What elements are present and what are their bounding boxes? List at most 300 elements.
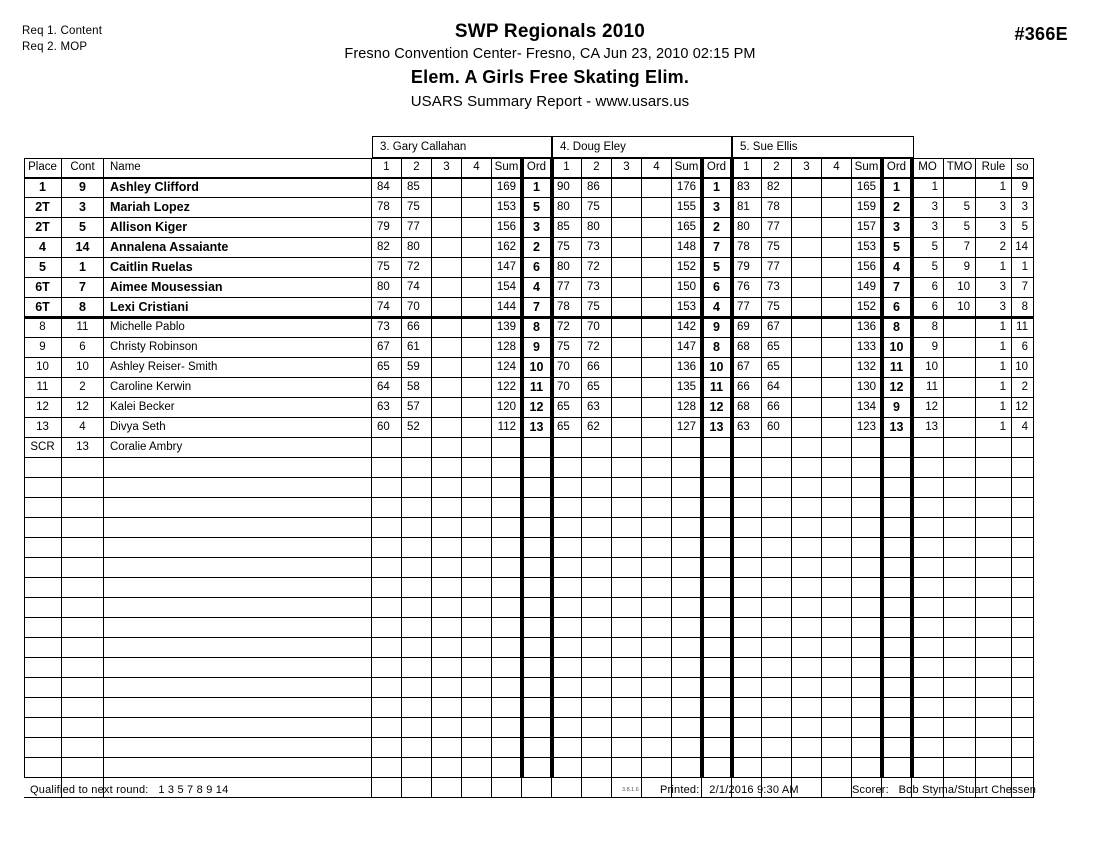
cell-mo: 12	[912, 398, 944, 418]
cell-rule: 1	[976, 338, 1012, 358]
cell-judge5-mark2: 82	[762, 178, 792, 198]
cell-judge5-mark2: 65	[762, 338, 792, 358]
empty-cell-judge5-ord	[882, 498, 912, 518]
cell-judge4-mark1: 65	[552, 398, 582, 418]
empty-cell-judge4-ord	[702, 638, 732, 658]
cell-tmo	[944, 398, 976, 418]
empty-cell-judge4-mark	[642, 538, 672, 558]
cell-judge5-sum	[852, 438, 882, 458]
cell-judge4-mark4	[642, 178, 672, 198]
empty-cell-rule	[976, 578, 1012, 598]
cell-rule: 3	[976, 298, 1012, 318]
cell-tmo: 5	[944, 218, 976, 238]
empty-cell-judge5-mark	[792, 518, 822, 538]
empty-cell-mo	[912, 638, 944, 658]
cell-judge3-mark2: 74	[402, 278, 432, 298]
column-header-judge3-mark1: 1	[372, 158, 402, 178]
empty-cell-judge3-mark	[432, 598, 462, 618]
empty-cell-judge3-mark	[402, 458, 432, 478]
cell-judge4-mark2	[582, 438, 612, 458]
empty-cell-judge3-mark	[402, 558, 432, 578]
cell-cont: 10	[62, 358, 104, 378]
column-header-judge3-mark4: 4	[462, 158, 492, 178]
empty-cell-judge4-mark	[582, 758, 612, 778]
empty-cell-judge3-mark	[372, 558, 402, 578]
cell-judge3-mark4	[462, 438, 492, 458]
empty-cell-judge4-mark	[582, 718, 612, 738]
cell-place: 2T	[24, 198, 62, 218]
printed-value: 2/1/2016 9:30 AM	[709, 784, 799, 796]
empty-cell-name	[104, 538, 372, 558]
empty-cell-judge3-ord	[522, 658, 552, 678]
empty-cell-judge5-ord	[882, 678, 912, 698]
empty-cell-judge3-mark	[462, 478, 492, 498]
cell-judge5-ord: 7	[882, 278, 912, 298]
empty-cell-judge4-sum	[672, 578, 702, 598]
cell-judge3-mark2: 58	[402, 378, 432, 398]
empty-cell-judge4-mark	[642, 738, 672, 758]
cell-judge3-ord	[522, 438, 552, 458]
empty-cell-judge5-ord	[882, 598, 912, 618]
empty-cell-judge5-mark	[762, 758, 792, 778]
cell-judge5-ord: 6	[882, 298, 912, 318]
cell-judge3-mark2: 70	[402, 298, 432, 318]
cell-judge4-sum: 176	[672, 178, 702, 198]
empty-cell-judge3-mark	[432, 498, 462, 518]
column-header-judge4-ord: Ord	[702, 158, 732, 178]
empty-cell-judge5-mark	[822, 658, 852, 678]
cell-judge4-mark1: 90	[552, 178, 582, 198]
empty-cell-judge3-sum	[492, 558, 522, 578]
empty-cell-so	[1012, 718, 1034, 738]
cell-judge3-ord: 1	[522, 178, 552, 198]
empty-cell-so	[1012, 518, 1034, 538]
cell-judge3-mark1: 63	[372, 398, 402, 418]
cell-judge3-mark2: 59	[402, 358, 432, 378]
cell-rule: 1	[976, 258, 1012, 278]
cell-judge4-sum: 165	[672, 218, 702, 238]
cell-judge3-mark1	[372, 438, 402, 458]
cell-mo: 3	[912, 218, 944, 238]
empty-cell-judge5-mark	[762, 458, 792, 478]
cell-judge4-mark1: 65	[552, 418, 582, 438]
empty-cell-judge4-ord	[702, 558, 732, 578]
cell-judge5-ord: 8	[882, 318, 912, 338]
empty-cell-place	[24, 498, 62, 518]
cell-judge3-mark2: 80	[402, 238, 432, 258]
cell-judge3-mark3	[432, 278, 462, 298]
empty-cell-judge4-mark	[552, 498, 582, 518]
empty-cell-place	[24, 598, 62, 618]
cell-judge5-mark1: 76	[732, 278, 762, 298]
cell-judge4-mark4	[642, 218, 672, 238]
empty-cell-judge3-mark	[432, 618, 462, 638]
cell-judge4-ord: 3	[702, 198, 732, 218]
cell-judge5-sum: 130	[852, 378, 882, 398]
cell-rule: 1	[976, 398, 1012, 418]
empty-cell-judge5-sum	[852, 658, 882, 678]
column-header-rule: Rule	[976, 158, 1012, 178]
empty-cell-judge3-mark	[462, 738, 492, 758]
empty-cell-judge3-mark	[402, 638, 432, 658]
empty-cell-judge3-sum	[492, 618, 522, 638]
cell-tmo: 10	[944, 278, 976, 298]
cell-judge5-mark2: 64	[762, 378, 792, 398]
empty-cell-judge4-sum	[672, 538, 702, 558]
empty-cell-tmo	[944, 478, 976, 498]
empty-cell-judge3-mark	[372, 738, 402, 758]
judge-panel-header-2: 4. Doug Eley	[552, 136, 732, 158]
empty-cell-so	[1012, 618, 1034, 638]
cell-judge3-ord: 2	[522, 238, 552, 258]
empty-cell-judge3-mark	[402, 658, 432, 678]
cell-judge5-mark4	[822, 318, 852, 338]
empty-cell-so	[1012, 598, 1034, 618]
cell-judge3-mark1: 67	[372, 338, 402, 358]
empty-cell-name	[104, 638, 372, 658]
cell-judge5-mark3	[792, 438, 822, 458]
empty-cell-mo	[912, 678, 944, 698]
cell-judge5-mark4	[822, 198, 852, 218]
empty-cell-judge4-ord	[702, 598, 732, 618]
empty-cell-judge3-mark	[402, 698, 432, 718]
empty-cell-judge5-mark	[822, 518, 852, 538]
empty-cell-mo	[912, 498, 944, 518]
cell-so	[1012, 438, 1034, 458]
empty-cell-judge4-mark	[642, 558, 672, 578]
cell-judge4-mark3	[612, 298, 642, 318]
cell-judge5-mark2: 73	[762, 278, 792, 298]
empty-cell-judge5-mark	[762, 578, 792, 598]
empty-cell-judge5-mark	[732, 678, 762, 698]
empty-cell-judge4-ord	[702, 738, 732, 758]
page-title: SWP Regionals 2010	[454, 21, 646, 42]
cell-tmo	[944, 378, 976, 398]
empty-cell-judge5-sum	[852, 758, 882, 778]
empty-cell-judge4-ord	[702, 498, 732, 518]
cell-judge3-ord: 13	[522, 418, 552, 438]
empty-cell-judge4-sum	[672, 758, 702, 778]
cell-judge5-mark3	[792, 258, 822, 278]
empty-cell-judge4-mark	[582, 598, 612, 618]
qualified-values: 1 3 5 7 8 9 14	[158, 784, 229, 796]
cell-judge5-ord: 9	[882, 398, 912, 418]
cell-judge3-ord: 3	[522, 218, 552, 238]
cell-judge5-ord: 4	[882, 258, 912, 278]
empty-cell-judge4-mark	[612, 598, 642, 618]
empty-cell-mo	[912, 458, 944, 478]
empty-cell-so	[1012, 498, 1034, 518]
version-tag: 3.8.1.6	[622, 787, 639, 793]
empty-cell-tmo	[944, 638, 976, 658]
cell-judge4-ord: 2	[702, 218, 732, 238]
empty-cell-judge5-sum	[852, 498, 882, 518]
column-header-cont: Cont	[62, 158, 104, 178]
cell-judge4-mark4	[642, 278, 672, 298]
empty-cell-rule	[976, 738, 1012, 758]
empty-cell-judge3-ord	[522, 538, 552, 558]
empty-cell-place	[24, 638, 62, 658]
empty-cell-judge3-mark	[402, 758, 432, 778]
cell-judge4-mark1	[552, 438, 582, 458]
empty-cell-judge3-mark	[462, 558, 492, 578]
column-header-so: so	[1012, 158, 1034, 178]
cell-tmo: 5	[944, 198, 976, 218]
column-header-judge3-mark3: 3	[432, 158, 462, 178]
column-header-judge3-mark2: 2	[402, 158, 432, 178]
empty-cell-judge5-mark	[762, 638, 792, 658]
cell-name: Christy Robinson	[104, 338, 372, 358]
empty-cell-judge4-mark	[612, 718, 642, 738]
cell-judge3-mark1: 60	[372, 418, 402, 438]
empty-cell-judge3-ord	[522, 558, 552, 578]
empty-cell-judge5-mark	[822, 538, 852, 558]
empty-cell-judge4-mark	[612, 558, 642, 578]
empty-cell-tmo	[944, 538, 976, 558]
empty-cell-mo	[912, 518, 944, 538]
empty-cell-judge3-mark	[372, 478, 402, 498]
empty-cell-judge3-mark	[432, 558, 462, 578]
empty-cell-cont	[62, 498, 104, 518]
empty-cell-name	[104, 558, 372, 578]
cell-judge4-ord: 12	[702, 398, 732, 418]
empty-cell-name	[104, 698, 372, 718]
cell-judge5-mark1: 79	[732, 258, 762, 278]
empty-cell-judge5-mark	[792, 538, 822, 558]
empty-cell-so	[1012, 678, 1034, 698]
scorer-value: Bob Styma/Stuart Chessen	[898, 784, 1037, 796]
cell-judge5-mark3	[792, 318, 822, 338]
venue-line: Fresno Convention Center- Fresno, CA Jun 23, 2010 02:15 PM	[344, 46, 756, 62]
empty-cell-judge3-sum	[492, 758, 522, 778]
cell-judge3-mark2: 61	[402, 338, 432, 358]
cell-judge5-mark1: 80	[732, 218, 762, 238]
empty-cell-judge4-mark	[552, 698, 582, 718]
column-header-mo: MO	[912, 158, 944, 178]
empty-cell-place	[24, 558, 62, 578]
cell-so: 4	[1012, 418, 1034, 438]
cell-judge4-mark4	[642, 238, 672, 258]
empty-cell-judge3-mark	[432, 678, 462, 698]
judge-section-divider-6	[910, 158, 914, 778]
empty-cell-judge5-ord	[882, 478, 912, 498]
cell-name: Coralie Ambry	[104, 438, 372, 458]
cell-judge4-mark2: 62	[582, 418, 612, 438]
empty-cell-judge5-mark	[822, 578, 852, 598]
empty-cell-judge4-mark	[612, 578, 642, 598]
cell-so: 12	[1012, 398, 1034, 418]
cell-judge4-mark3	[612, 178, 642, 198]
empty-cell-place	[24, 758, 62, 778]
cell-tmo: 9	[944, 258, 976, 278]
cell-judge4-mark2: 75	[582, 298, 612, 318]
empty-cell-judge5-sum	[852, 638, 882, 658]
empty-cell-judge5-sum	[852, 458, 882, 478]
cell-judge3-sum: 156	[492, 218, 522, 238]
empty-cell-judge5-mark	[792, 598, 822, 618]
cell-judge5-sum: 123	[852, 418, 882, 438]
cell-judge4-mark3	[612, 318, 642, 338]
empty-cell-rule	[976, 498, 1012, 518]
empty-cell-judge4-mark	[582, 518, 612, 538]
empty-cell-judge5-sum	[852, 538, 882, 558]
cell-judge5-mark4	[822, 238, 852, 258]
cell-place: 1	[24, 178, 62, 198]
empty-cell-mo	[912, 758, 944, 778]
document-code: #366E	[1014, 24, 1068, 44]
cell-judge4-sum: 155	[672, 198, 702, 218]
empty-cell-place	[24, 458, 62, 478]
empty-cell-tmo	[944, 458, 976, 478]
cell-cont: 11	[62, 318, 104, 338]
cell-judge3-mark4	[462, 218, 492, 238]
empty-cell-judge5-ord	[882, 698, 912, 718]
empty-cell-judge4-mark	[642, 658, 672, 678]
cell-judge5-mark2: 78	[762, 198, 792, 218]
empty-cell-judge4-mark	[582, 458, 612, 478]
cell-so: 8	[1012, 298, 1034, 318]
cell-place: 8	[24, 318, 62, 338]
cell-judge5-mark1: 78	[732, 238, 762, 258]
cell-place: SCR	[24, 438, 62, 458]
empty-cell-judge3-ord	[522, 498, 552, 518]
empty-cell-judge3-mark	[372, 678, 402, 698]
empty-cell-judge4-mark	[552, 578, 582, 598]
cell-judge4-mark2: 72	[582, 338, 612, 358]
empty-cell-judge3-mark	[402, 518, 432, 538]
cell-judge4-mark3	[612, 418, 642, 438]
empty-cell-place	[24, 478, 62, 498]
cell-judge5-mark4	[822, 358, 852, 378]
cell-place: 12	[24, 398, 62, 418]
cell-judge5-sum: 152	[852, 298, 882, 318]
empty-cell-judge4-sum	[672, 658, 702, 678]
empty-cell-name	[104, 718, 372, 738]
cell-judge3-ord: 11	[522, 378, 552, 398]
cell-judge5-ord	[882, 438, 912, 458]
empty-cell-judge3-sum	[492, 718, 522, 738]
results-table	[24, 158, 1034, 778]
cell-judge5-mark1: 81	[732, 198, 762, 218]
cell-judge3-mark1: 64	[372, 378, 402, 398]
empty-cell-judge3-mark	[462, 718, 492, 738]
empty-cell-judge4-mark	[552, 638, 582, 658]
empty-cell-judge3-sum	[492, 538, 522, 558]
empty-cell-judge5-mark	[732, 698, 762, 718]
empty-cell-place	[24, 678, 62, 698]
organization-line: USARS Summary Report - www.usars.us	[410, 93, 690, 110]
empty-cell-judge5-sum	[852, 738, 882, 758]
cell-judge5-ord: 2	[882, 198, 912, 218]
empty-cell-judge4-mark	[642, 718, 672, 738]
cell-mo: 3	[912, 198, 944, 218]
cell-judge3-mark1: 80	[372, 278, 402, 298]
empty-cell-judge4-mark	[552, 758, 582, 778]
cell-name: Aimee Mousessian	[104, 278, 372, 298]
footer	[0, 782, 1100, 802]
scorer-line	[852, 784, 1036, 796]
empty-cell-tmo	[944, 758, 976, 778]
cell-cont: 8	[62, 298, 104, 318]
empty-cell-tmo	[944, 618, 976, 638]
empty-cell-name	[104, 758, 372, 778]
cell-judge3-mark1: 65	[372, 358, 402, 378]
cell-judge4-sum: 148	[672, 238, 702, 258]
cell-judge3-mark3	[432, 298, 462, 318]
cell-judge5-mark4	[822, 278, 852, 298]
empty-cell-judge4-mark	[552, 658, 582, 678]
cell-judge3-mark2: 75	[402, 198, 432, 218]
cell-judge4-sum: 136	[672, 358, 702, 378]
empty-cell-judge5-mark	[732, 558, 762, 578]
cell-judge4-mark2: 86	[582, 178, 612, 198]
column-header-judge4-mark1: 1	[552, 158, 582, 178]
empty-cell-judge4-mark	[612, 538, 642, 558]
empty-cell-so	[1012, 458, 1034, 478]
empty-cell-judge4-mark	[552, 458, 582, 478]
empty-cell-judge4-mark	[582, 538, 612, 558]
cell-judge5-mark3	[792, 358, 822, 378]
empty-cell-place	[24, 658, 62, 678]
cell-judge3-mark4	[462, 338, 492, 358]
cell-so: 7	[1012, 278, 1034, 298]
empty-cell-judge5-mark	[792, 478, 822, 498]
cell-judge3-ord: 12	[522, 398, 552, 418]
empty-cell-judge3-mark	[462, 498, 492, 518]
empty-cell-so	[1012, 578, 1034, 598]
cell-judge3-sum: 147	[492, 258, 522, 278]
empty-cell-cont	[62, 618, 104, 638]
empty-cell-mo	[912, 558, 944, 578]
empty-cell-mo	[912, 478, 944, 498]
cell-judge4-mark2: 75	[582, 198, 612, 218]
empty-cell-judge5-ord	[882, 618, 912, 638]
cell-judge4-mark1: 77	[552, 278, 582, 298]
cell-judge3-mark3	[432, 438, 462, 458]
empty-cell-judge4-mark	[582, 738, 612, 758]
empty-cell-judge3-mark	[462, 678, 492, 698]
empty-cell-judge4-mark	[642, 458, 672, 478]
empty-cell-place	[24, 738, 62, 758]
empty-cell-judge4-mark	[612, 698, 642, 718]
empty-cell-judge3-mark	[372, 598, 402, 618]
empty-cell-cont	[62, 478, 104, 498]
empty-cell-judge5-mark	[762, 558, 792, 578]
empty-cell-judge4-mark	[612, 638, 642, 658]
empty-cell-judge5-ord	[882, 518, 912, 538]
cell-judge3-mark3	[432, 238, 462, 258]
empty-cell-judge5-ord	[882, 558, 912, 578]
cell-judge3-mark1: 78	[372, 198, 402, 218]
cell-rule: 3	[976, 218, 1012, 238]
cell-judge4-mark3	[612, 238, 642, 258]
cell-name: Lexi Cristiani	[104, 298, 372, 318]
empty-cell-judge5-ord	[882, 738, 912, 758]
cell-place: 4	[24, 238, 62, 258]
empty-cell-judge5-mark	[732, 458, 762, 478]
cell-mo	[912, 438, 944, 458]
cell-judge4-mark4	[642, 358, 672, 378]
cell-tmo	[944, 318, 976, 338]
empty-cell-judge5-mark	[762, 678, 792, 698]
cell-judge3-mark4	[462, 378, 492, 398]
empty-cell-judge5-ord	[882, 658, 912, 678]
empty-cell-rule	[976, 658, 1012, 678]
empty-cell-judge3-mark	[402, 678, 432, 698]
cell-judge5-sum: 149	[852, 278, 882, 298]
empty-cell-judge5-mark	[822, 678, 852, 698]
empty-cell-rule	[976, 718, 1012, 738]
